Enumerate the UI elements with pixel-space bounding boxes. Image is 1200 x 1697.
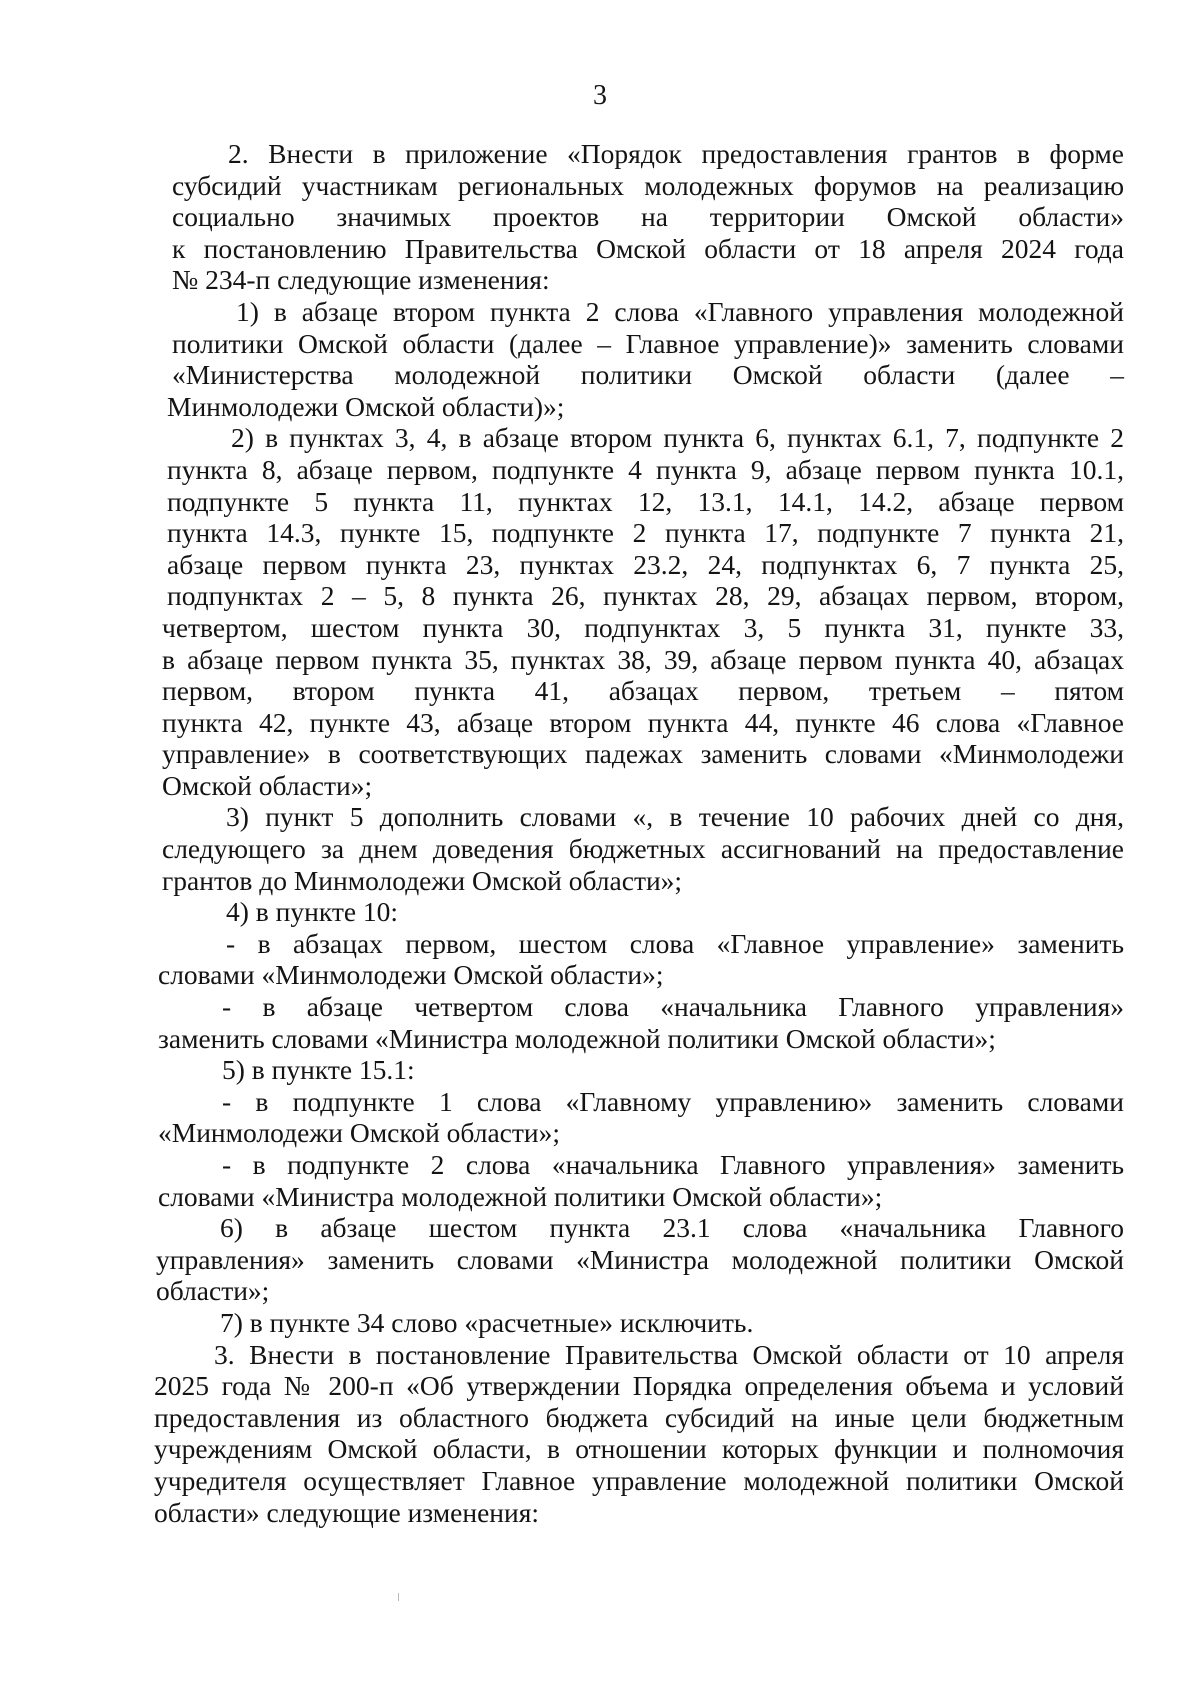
text-line: подпунктах 2 – 5, 8 пункта 26, пунктах 28, 29, абзацах первом, втором,: [167, 580, 1124, 612]
document-body: [154, 138, 1124, 1528]
text-line: управления» заменить словами «Министра молодежной политики Омской: [156, 1243, 1124, 1275]
text-line: пункта 42, пункте 43, абзаце втором пункта 44, пункте 46 слова «Главное: [162, 706, 1124, 738]
text-line: Минмолодежи Омской области)»;: [167, 390, 565, 422]
text-line: первом, втором пункта 41, абзацах первом, третьем – пятом: [162, 675, 1124, 707]
text-line: пункта 8, абзаце первом, подпункте 4 пункта 9, абзаце первом пункта 10.1,: [167, 453, 1124, 485]
text-line: «Министерства молодежной политики Омской области (далее –: [172, 359, 1124, 391]
page-number: 3: [593, 80, 607, 111]
text-line: четвертом, шестом пункта 30, подпунктах 3, 5 пункта 31, пункте 33,: [162, 611, 1124, 643]
text-line: 7) в пункте 34 слово «расчетные» исключить.: [220, 1306, 754, 1338]
text-line: 2) в пунктах 3, 4, в абзаце втором пункта 6, пунктах 6.1, 7, подпункте 2: [231, 422, 1124, 454]
text-line: абзаце первом пункта 23, пунктах 23.2, 24, подпунктах 6, 7 пункта 25,: [167, 548, 1124, 580]
text-line: подпункте 5 пункта 11, пунктах 12, 13.1, 14.1, 14.2, абзаце первом: [167, 485, 1124, 517]
text-line: политики Омской области (далее – Главное управление)» заменить словами: [172, 327, 1124, 359]
text-line: управление» в соответствующих падежах заменить словами «Минмолодежи: [162, 738, 1124, 770]
text-line: пункта 14.3, пункте 15, подпункте 2 пункта 17, подпункте 7 пункта 21,: [167, 517, 1124, 549]
text-line: учреждениям Омской области, в отношении которых функции и полномочия: [154, 1433, 1124, 1465]
text-line: заменить словами «Министра молодежной политики Омской области»;: [158, 1022, 996, 1054]
text-line: грантов до Минмолодежи Омской области»;: [162, 864, 683, 896]
text-line: № 234-п следующие изменения:: [172, 264, 550, 296]
text-line: субсидий участникам региональных молодежных форумов на реализацию: [172, 169, 1124, 201]
text-line: Омской области»;: [162, 769, 373, 801]
text-line: в абзаце первом пункта 35, пунктах 38, 39, абзаце первом пункта 40, абзацах: [162, 643, 1124, 675]
text-line: - в подпункте 1 слова «Главному управлению» заменить словами: [222, 1085, 1124, 1117]
text-line: - в абзацах первом, шестом слова «Главное управление» заменить: [226, 927, 1124, 959]
text-line: - в абзаце четвертом слова «начальника Главного управления»: [222, 991, 1124, 1023]
scan-speck: [398, 1593, 399, 1601]
text-line: к постановлению Правительства Омской области от 18 апреля 2024 года: [172, 232, 1124, 264]
text-line: 3. Внести в постановление Правительства Омской области от 10 апреля: [214, 1338, 1124, 1370]
text-line: предоставления из областного бюджета субсидий на иные цели бюджетным: [154, 1401, 1124, 1433]
text-line: 3) пункт 5 дополнить словами «, в течение 10 рабочих дней со дня,: [226, 801, 1124, 833]
text-line: - в подпункте 2 слова «начальника Главного управления» заменить: [222, 1149, 1124, 1180]
text-line: 1) в абзаце втором пункта 2 слова «Главного управления молодежной: [236, 295, 1124, 327]
text-line: 2. Внести в приложение «Порядок предоставления грантов в форме: [228, 138, 1124, 169]
text-line: социально значимых проектов на территории Омской области»: [172, 201, 1124, 233]
text-line: «Минмолодежи Омской области»;: [158, 1117, 560, 1149]
text-line: следующего за днем доведения бюджетных ассигнований на предоставление: [162, 833, 1124, 865]
text-line: 5) в пункте 15.1:: [222, 1054, 415, 1086]
text-line: учредителя осуществляет Главное управление молодежной политики Омской: [154, 1464, 1124, 1496]
text-line: словами «Министра молодежной политики Омской области»;: [158, 1180, 883, 1212]
text-line: области»;: [156, 1275, 270, 1307]
text-line: 4) в пункте 10:: [226, 896, 399, 928]
text-line: области» следующие изменения:: [154, 1496, 540, 1528]
text-line: словами «Минмолодежи Омской области»;: [158, 959, 664, 991]
text-line: 2025 года № 200-п «Об утверждении Порядка определения объема и условий: [154, 1370, 1124, 1402]
text-line: 6) в абзаце шестом пункта 23.1 слова «начальника Главного: [220, 1212, 1124, 1244]
